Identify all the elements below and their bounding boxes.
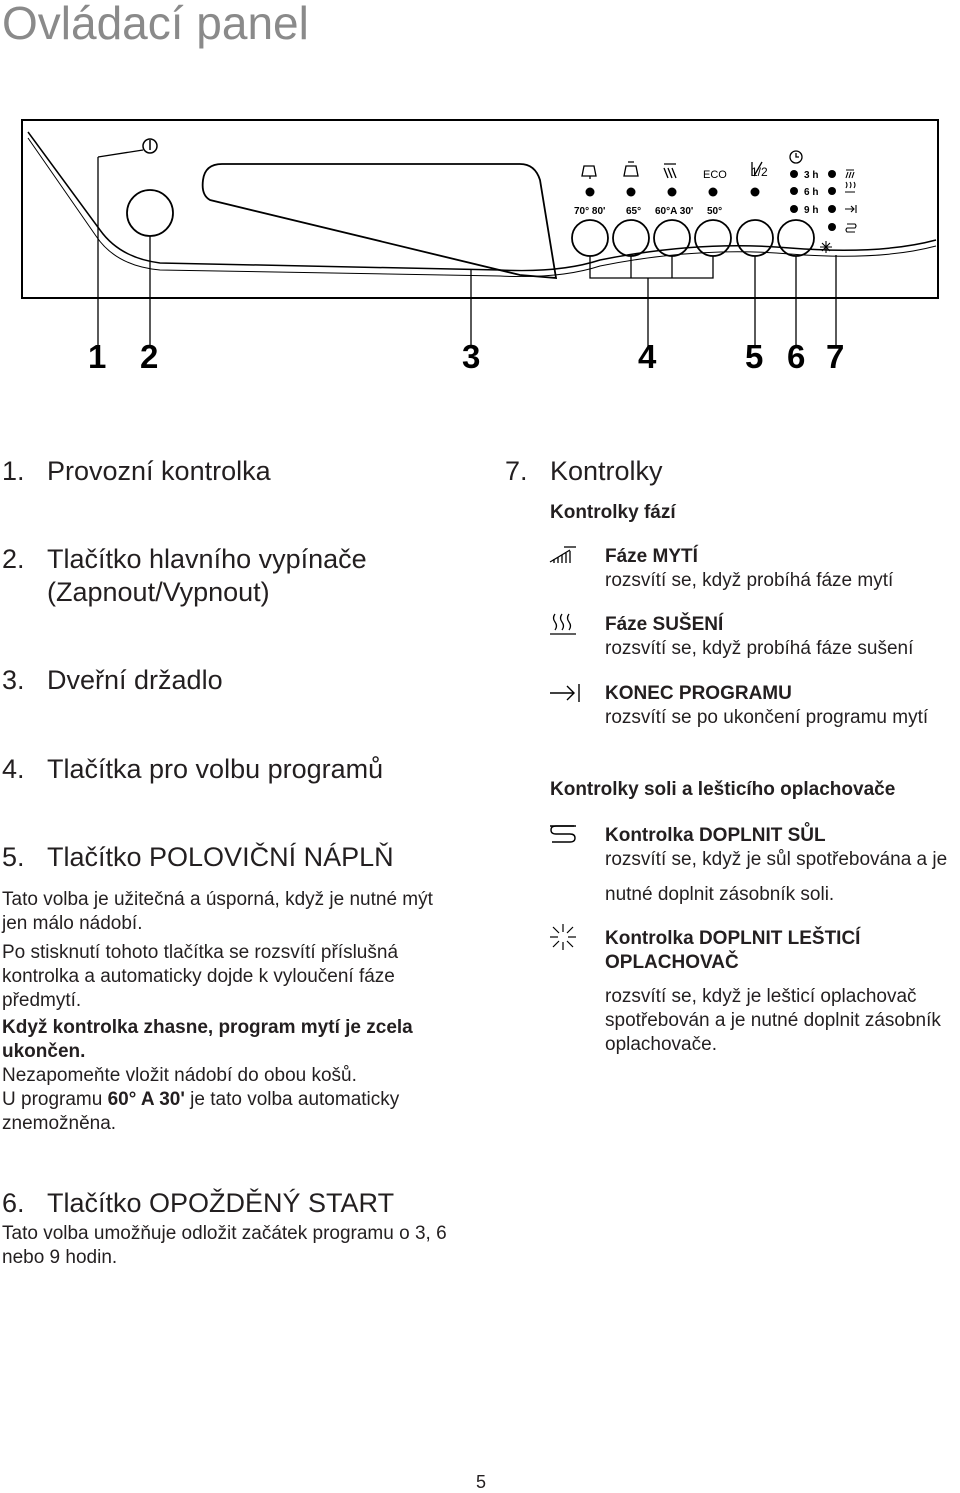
rinse-aid-desc-line3: oplachovače. — [605, 1034, 717, 1055]
power-button — [127, 190, 173, 236]
wash-phase-icon — [548, 544, 578, 566]
program-button-2 — [613, 220, 649, 256]
delay-6h-label: 6 h — [804, 187, 819, 198]
program-button-1 — [572, 220, 608, 256]
callout-2: 2 — [140, 338, 159, 375]
salt-title: Kontrolka DOPLNIT SŮL — [605, 825, 826, 846]
program-icon-2 — [624, 162, 638, 176]
end-program-title: KONEC PROGRAMU — [605, 683, 792, 704]
salt-icon — [548, 822, 578, 846]
half-load-button — [737, 220, 773, 256]
item-3-heading: 3. Dveřní držadlo — [2, 665, 223, 695]
rinse-aid-desc-line1: rozsvítí se, když je lešticí oplachovač — [605, 986, 917, 1007]
item-4-heading: 4. Tlačítka pro volbu programů — [2, 754, 384, 784]
item-5-paragraph-4: Nezapomeňte vložit nádobí do obou košů. — [2, 1065, 357, 1086]
wash-phase-title: Fáze MYTÍ — [605, 546, 698, 567]
item-5-heading: 5. Tlačítko POLOVIČNÍ NÁPLŇ — [2, 842, 394, 872]
delay-9h-label: 9 h — [804, 205, 819, 216]
callout-6: 6 — [787, 338, 806, 375]
item-2-heading-line2: (Zapnout/Vypnout) — [47, 577, 270, 607]
program-icon-3 — [664, 164, 676, 178]
item-2-heading: 2. Tlačítko hlavního vypínače — [2, 544, 367, 574]
dry-phase-desc: rozsvítí se, když probíhá fáze sušení — [605, 638, 914, 659]
callout-4: 4 — [638, 338, 657, 375]
item-7-heading: 7. Kontrolky — [505, 456, 663, 486]
rinse-aid-desc-line2: spotřebován a je nutné doplnit zásobník — [605, 1010, 941, 1031]
phase-indicators-heading: Kontrolky fází — [550, 502, 676, 523]
temp-label-4: 50° — [707, 206, 723, 217]
item-6-heading: 6. Tlačítko OPOŽDĚNÝ START — [2, 1188, 395, 1218]
power-light-icon — [143, 139, 157, 153]
item-5-paragraph-2: Po stisknutí tohoto tlačítka se rozsvítí příslušná kontrolka a automaticky dojde k vyloučení fáze předmytí. — [2, 942, 399, 1011]
temp-label-2: 65° — [626, 206, 642, 217]
salt-desc-line1: rozsvítí se, když je sůl spotřebována a je — [605, 849, 948, 870]
page-title: Ovládací panel — [2, 0, 309, 49]
callout-3: 3 — [462, 338, 481, 375]
end-program-desc: rozsvítí se po ukončení programu mytí — [605, 707, 929, 728]
program-button-3 — [654, 220, 690, 256]
door-handle — [203, 164, 556, 278]
temp-label-1: 70° 80' — [574, 206, 606, 217]
panel-frame — [22, 120, 938, 298]
salt-desc-line2: nutné doplnit zásobník soli. — [605, 884, 835, 905]
item-5-paragraph-3: Když kontrolka zhasne, program mytí je zcela ukončen. — [2, 1017, 413, 1062]
rinse-aid-title-line1: Kontrolka DOPLNIT LEŠTICÍ — [605, 928, 861, 949]
eco-label: ECO — [703, 169, 727, 181]
delay-start-button — [778, 220, 814, 256]
dry-phase-icon — [548, 612, 578, 636]
temp-label-3: 60°A 30' — [655, 206, 694, 217]
callout-7: 7 — [826, 338, 845, 375]
end-program-icon — [548, 682, 582, 704]
rinse-aid-title-line2: OPLACHOVAČ — [605, 952, 739, 973]
item-1-heading: 1. Provozní kontrolka — [2, 456, 271, 486]
page-number: 5 — [476, 1472, 487, 1492]
callout-1: 1 — [88, 338, 107, 375]
delay-3h-label: 3 h — [804, 170, 819, 181]
salt-rinse-heading: Kontrolky soli a lešticího oplachovače — [550, 779, 896, 800]
item-6-paragraph: Tato volba umožňuje odložit začátek programu o 3, 6 nebo 9 hodin. — [2, 1223, 447, 1268]
half-load-label: 1/2 — [751, 165, 768, 179]
item-5-paragraph-1: Tato volba je užitečná a úsporná, když je nutné mýt jen málo nádobí. — [2, 889, 433, 934]
dry-phase-title: Fáze SUŠENÍ — [605, 614, 724, 635]
rinse-aid-icon — [548, 922, 578, 952]
wash-phase-desc: rozsvítí se, když probíhá fáze mytí — [605, 570, 894, 591]
item-5-paragraph-5: U programu 60° A 30' je tato volba automaticky znemožněna. — [2, 1089, 400, 1134]
program-button-4 — [695, 220, 731, 256]
callout-5: 5 — [745, 338, 764, 375]
program-icon-1 — [582, 166, 596, 179]
